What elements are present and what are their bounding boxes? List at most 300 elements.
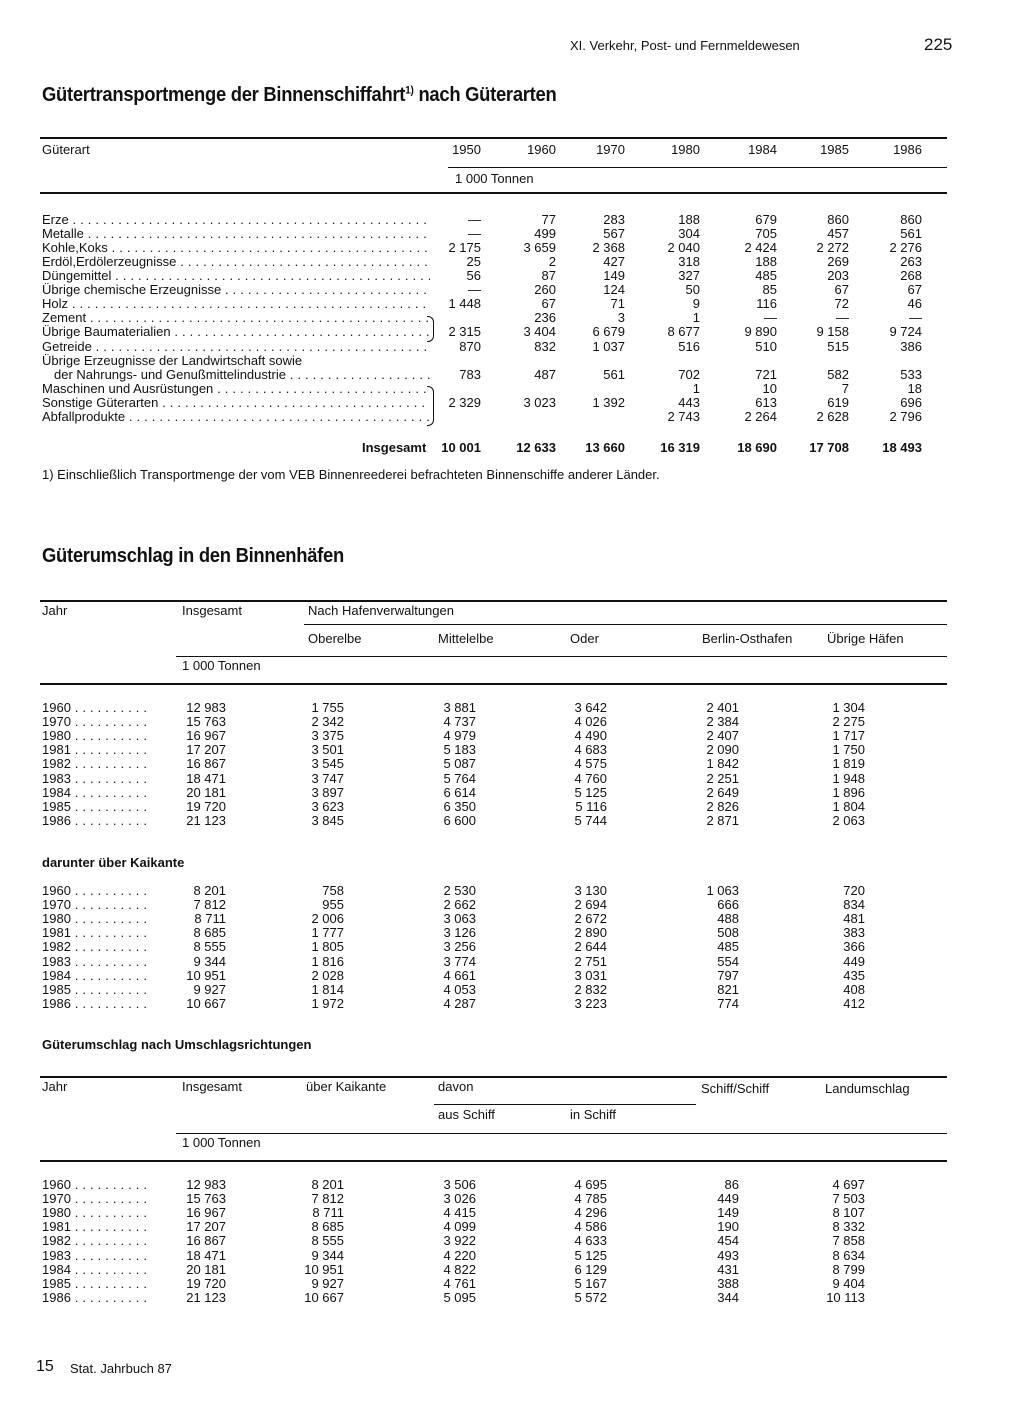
table1-cell: 696	[900, 395, 922, 410]
table2-sub-row-cell: 2 530	[443, 883, 476, 898]
table3-row-cell: 344	[717, 1289, 739, 1305]
table2-sub-row-cell: 3 063	[443, 911, 476, 927]
table1-cell: 260	[534, 282, 556, 297]
table1-cell: 10	[762, 381, 777, 396]
table1-cell: 2 743	[667, 409, 700, 424]
table1-cell: 236	[534, 310, 556, 325]
table2-row-cell: 5 125	[574, 784, 607, 800]
table2-sub-row-cell: 774	[717, 995, 739, 1011]
page-number: 225	[924, 35, 953, 54]
table2-row-year: 1982 . . .	[42, 757, 150, 771]
table3-row-cell: 4 761	[443, 1275, 476, 1291]
table3-row-cell: 5 125	[574, 1247, 607, 1263]
table3-row-cell: 20 181	[186, 1261, 226, 1277]
table2-sub-row-cell: 1 063	[706, 883, 739, 898]
table1-year-header: 1984	[748, 142, 777, 157]
table2-subcol-header: Übrige Häfen	[827, 631, 904, 646]
table2-row-cell: 3 545	[311, 756, 344, 772]
table1-header-bottom-rule	[40, 192, 947, 194]
table1-cell: 318	[678, 254, 700, 269]
table1-cell: 7	[841, 381, 849, 396]
table2-row-cell: 1 819	[832, 756, 865, 772]
table1-cell: —	[909, 310, 922, 325]
table1-title-footnote-mark: 1)	[405, 84, 414, 97]
table3-row-cell: 190	[717, 1219, 739, 1235]
table2-row-cell: 20 181	[186, 784, 226, 800]
table1-cell: 56	[466, 268, 481, 283]
table2-sub-row-cell: 8 555	[193, 939, 226, 955]
table2-row-cell: 2 826	[706, 798, 739, 814]
table2-row-cell: 15 763	[186, 714, 226, 730]
table3-row-cell: 5 167	[574, 1275, 607, 1291]
table2-sub-row-cell: 2 694	[574, 897, 607, 913]
table1-year-rule	[448, 167, 947, 168]
table3-row-cell: 4 633	[574, 1233, 607, 1249]
table1-cell: 3 404	[523, 324, 556, 339]
table2-sub-row-cell: 821	[717, 981, 739, 997]
table3-row-cell: 431	[717, 1261, 739, 1277]
table2-row-cell: 2 275	[832, 714, 865, 730]
table1-cell: 515	[827, 339, 849, 354]
table1-cell: 327	[678, 268, 700, 283]
table1-cell: 1	[692, 381, 700, 396]
table2-row-cell: 5 087	[443, 756, 476, 772]
table3-unit: 1 000 Tonnen	[182, 1135, 261, 1150]
table3-row-cell: 9 344	[311, 1247, 344, 1263]
table2-sub-row-year: 1983 . . .	[42, 955, 150, 969]
table1-cell: 188	[678, 212, 700, 227]
table1-cell: 1 392	[592, 395, 625, 410]
table2-sub-row-cell: 2 751	[574, 953, 607, 969]
table2-sub-row-cell: 3 130	[574, 883, 607, 898]
table1-cell: 2 264	[744, 409, 777, 424]
table1-row-label: Erze . . .	[42, 213, 430, 227]
table3-row-cell: 18 471	[186, 1247, 226, 1263]
table1-total-cell: 18 493	[882, 440, 922, 455]
table2-row-cell: 2 063	[832, 812, 865, 828]
table1-cell: 561	[603, 367, 625, 382]
table2-row-cell: 16 867	[186, 756, 226, 772]
table1-title	[42, 84, 556, 107]
table3-row-cell: 4 220	[443, 1247, 476, 1263]
table2-row-cell: 12 983	[186, 700, 226, 715]
table2-sub-row-cell: 9 344	[193, 953, 226, 969]
table2-sub-row-cell: 3 774	[443, 953, 476, 969]
table1-cell: 561	[900, 226, 922, 241]
table1-cell: 85	[762, 282, 777, 297]
table2-sub-row-cell: 2 832	[574, 981, 607, 997]
table3-row-cell: 9 404	[832, 1275, 865, 1291]
table1-brace-1	[427, 316, 434, 342]
table1-row-label: Übrige chemische Erzeugnisse . . .	[42, 283, 430, 297]
table3-row-cell: 4 586	[574, 1219, 607, 1235]
table3-row-year: 1983 . . .	[42, 1249, 150, 1263]
table2-row-cell: 5 116	[575, 798, 607, 814]
table2-sub-row-cell: 4 287	[443, 995, 476, 1011]
table1-cell: 2	[548, 254, 556, 269]
table1-row-label: Sonstige Güterarten . . .	[42, 396, 430, 410]
table1-cell: 679	[755, 212, 777, 227]
table2-sub-row-year: 1986 . . .	[42, 997, 150, 1011]
table2-row-cell: 1 717	[832, 728, 865, 744]
table2-row-cell: 4 979	[443, 728, 476, 744]
table3-row-cell: 16 867	[186, 1233, 226, 1249]
table3-row-cell: 15 763	[186, 1191, 226, 1207]
table1-cell: 116	[756, 296, 777, 311]
table1-cell: 18	[907, 381, 922, 396]
table1-cell: 304	[678, 226, 700, 241]
table1-cell: 567	[603, 226, 625, 241]
table3-row-cell: 10 951	[304, 1261, 344, 1277]
table1-cell: 721	[755, 367, 777, 382]
table2-header-bottom-rule	[40, 683, 947, 685]
table1-cell: 783	[459, 367, 481, 382]
table2-row-cell: 3 881	[443, 700, 476, 715]
table2-sub-row-cell: 485	[717, 939, 739, 955]
table3-row-cell: 12 983	[186, 1177, 226, 1192]
table2-sub-row-cell: 2 672	[574, 911, 607, 927]
table2-row-cell: 5 183	[443, 742, 476, 758]
table1-total-cell: 13 660	[585, 440, 625, 455]
table2-row-year: 1960 . . .	[42, 701, 150, 715]
table1-cell: 1	[692, 310, 700, 325]
table1-cell: 188	[755, 254, 777, 269]
table1-year-header: 1980	[671, 142, 700, 157]
table1-cell: 485	[755, 268, 777, 283]
table2-subcol-header: Berlin-Osthafen	[702, 631, 793, 646]
table1-cell: 71	[610, 296, 625, 311]
table2-sub-row-cell: 435	[843, 967, 865, 983]
table1-cell: 8 677	[667, 324, 700, 339]
table3-row-cell: 4 695	[574, 1177, 607, 1192]
table1-footnote: 1) Einschließlich Transportmenge der vom VEB Binnenreederei befrachteten Binnenschiffe anderer Länder.	[42, 467, 660, 482]
table2-sub-row-cell: 408	[843, 981, 865, 997]
table1-cell: 3 023	[523, 395, 556, 410]
table3-row-cell: 17 207	[186, 1219, 226, 1235]
table3-row-cell: 4 785	[574, 1191, 607, 1207]
table1-total-cell: 16 319	[660, 440, 700, 455]
table2-sub-row-cell: 10 667	[186, 995, 226, 1011]
table2-sub-row-year: 1980 . . .	[42, 912, 150, 926]
table3-davon-rule	[434, 1104, 696, 1105]
chapter-header: XI. Verkehr, Post- und Fernmeldewesen	[570, 38, 800, 53]
table1-cell: 203	[827, 268, 849, 283]
table3-row-cell: 4 822	[443, 1261, 476, 1277]
table1-cell: 46	[907, 296, 922, 311]
table1-year-header: 1960	[527, 142, 556, 157]
table1-unit: 1 000 Tonnen	[455, 171, 534, 186]
table2-row-cell: 2 401	[706, 700, 739, 715]
table1-cell: 1 448	[448, 296, 481, 311]
table2-row-cell: 3 747	[311, 770, 344, 786]
table2-sub-row-year: 1982 . . .	[42, 940, 150, 954]
table1-row-label: Übrige Erzeugnisse der Landwirtschaft sowie	[42, 354, 303, 368]
table2-sub-row-cell: 1 972	[311, 995, 344, 1011]
table2-sub-row-cell: 508	[717, 925, 739, 941]
table1-cell: 386	[900, 339, 922, 354]
table1-cell: —	[836, 310, 849, 325]
table2-sub-row-cell: 1 805	[311, 939, 344, 955]
table2-subtitle: darunter über Kaikante	[42, 855, 185, 870]
table2-sub-row-year: 1985 . . .	[42, 983, 150, 997]
table1-cell: 499	[534, 226, 556, 241]
table1-cell: 6 679	[592, 324, 625, 339]
table2-row-cell: 1 948	[832, 770, 865, 786]
table2-sub-row-cell: 488	[717, 911, 739, 927]
table2-row-cell: 1 304	[832, 700, 865, 715]
table3-row-cell: 8 107	[832, 1205, 865, 1221]
table1-cell: 3 659	[523, 240, 556, 255]
table1-cell: 832	[534, 339, 556, 354]
table2-subcol-header: Mittelelbe	[438, 631, 494, 646]
table3-row-cell: 6 129	[574, 1261, 607, 1277]
table2-sub-row-cell: 8 685	[193, 925, 226, 941]
table1-cell: 72	[834, 296, 849, 311]
table2-sub-row-cell: 9 927	[193, 981, 226, 997]
table1-total-label: Insgesamt	[362, 440, 427, 455]
table2-row-cell: 18 471	[186, 770, 226, 786]
table2-row-cell: 4 737	[443, 714, 476, 730]
table3-row-cell: 21 123	[186, 1289, 226, 1305]
table2-sub-row-cell: 10 951	[186, 967, 226, 983]
table1-cell: 149	[603, 268, 625, 283]
table2-sub-row-cell: 1 777	[311, 925, 344, 941]
table1-title-text: Gütertransportmenge der Binnenschiffahrt	[42, 84, 406, 106]
table3-row-year: 1982 . . .	[42, 1234, 150, 1248]
table3-row-cell: 3 922	[443, 1233, 476, 1249]
table1-cell: 533	[900, 367, 922, 382]
table1-brace-2	[427, 386, 434, 426]
table2-row-cell: 3 623	[311, 798, 344, 814]
table3-row-cell: 5 572	[574, 1289, 607, 1305]
table1-cell: 702	[678, 367, 700, 382]
table1-row-label: der Nahrungs- und Genußmittelindustrie . . .	[54, 368, 430, 382]
table2-subcol-header: Oder	[570, 631, 599, 646]
table3-row-cell: 8 201	[311, 1177, 344, 1192]
table2-row-cell: 2 342	[311, 714, 344, 730]
table1-row-label: Abfallprodukte . . .	[42, 410, 430, 424]
table1-cell: 263	[900, 254, 922, 269]
table3-row-cell: 4 099	[443, 1219, 476, 1235]
table1-cell: 2 272	[816, 240, 849, 255]
table2-row-cell: 6 614	[443, 784, 476, 800]
table2-sub-row-cell: 8 201	[193, 883, 226, 898]
table2-sub-row-cell: 2 890	[574, 925, 607, 941]
table1-cell: 2 329	[448, 395, 481, 410]
table2-subcol-rule	[176, 656, 947, 657]
table2-row-year: 1981 . . .	[42, 743, 150, 757]
table1-cell: 268	[900, 268, 922, 283]
table2-sub-row-year: 1981 . . .	[42, 926, 150, 940]
table2-sub-row-cell: 7 812	[193, 897, 226, 913]
table1-year-header: 1970	[596, 142, 625, 157]
table3-row-cell: 10 113	[826, 1289, 865, 1305]
table3-col-kai: über Kaikante	[306, 1079, 387, 1094]
table3-top-rule	[40, 1076, 947, 1078]
table1-cell: 2 424	[744, 240, 777, 255]
table3-row-cell: 4 296	[574, 1205, 607, 1221]
table2-row-cell: 21 123	[186, 812, 226, 828]
table3-row-cell: 454	[717, 1233, 739, 1249]
table3-row-cell: 10 667	[304, 1289, 344, 1305]
table2-row-year: 1970 . . .	[42, 715, 150, 729]
table2-row-cell: 1 755	[311, 700, 344, 715]
table2-col-group: Nach Hafenverwaltungen	[308, 603, 454, 618]
table2-row-year: 1984 . . .	[42, 786, 150, 800]
table1-cell: 9 158	[816, 324, 849, 339]
table3-col-aus: aus Schiff	[438, 1107, 495, 1122]
table2-row-cell: 1 842	[706, 756, 739, 772]
table1-cell: 2 628	[816, 409, 849, 424]
table2-row-cell: 2 407	[706, 728, 739, 744]
table2-row-cell: 4 575	[574, 756, 607, 772]
table3-row-cell: 7 812	[311, 1191, 344, 1207]
footer-source: Stat. Jahrbuch 87	[70, 1361, 172, 1376]
table2-top-rule	[40, 600, 947, 602]
table1-cell: 619	[827, 395, 849, 410]
table3-row-cell: 5 095	[443, 1289, 476, 1305]
table1-cell: 67	[541, 296, 556, 311]
table2-sub-row-cell: 4 053	[443, 981, 476, 997]
table1-cell: 25	[466, 254, 481, 269]
table1-cell: 427	[603, 254, 625, 269]
table1-row-label: Holz . . .	[42, 297, 430, 311]
table1-row-label: Getreide . . .	[42, 340, 430, 354]
table2-sub-row-cell: 4 661	[443, 967, 476, 983]
table1-row-label: Zement . . .	[42, 311, 430, 325]
table2-row-cell: 1 804	[832, 798, 865, 814]
table2-row-cell: 3 501	[311, 742, 344, 758]
table1-year-header: 1950	[452, 142, 481, 157]
table2-sub-row-cell: 834	[843, 897, 865, 913]
table3-row-year: 1985 . . .	[42, 1277, 150, 1291]
table3-row-year: 1981 . . .	[42, 1220, 150, 1234]
table2-row-cell: 3 897	[311, 784, 344, 800]
table1-year-header: 1985	[820, 142, 849, 157]
table2-row-cell: 2 649	[706, 784, 739, 800]
table2-row-year: 1985 . . .	[42, 800, 150, 814]
table1-cell: 870	[459, 339, 481, 354]
table3-col-land: Landumschlag	[825, 1081, 910, 1096]
table3-row-cell: 3 026	[443, 1191, 476, 1207]
table3-title: Güterumschlag nach Umschlagsrichtungen	[42, 1037, 312, 1052]
footer-page: 15	[36, 1358, 54, 1375]
table2-row-year: 1980 . . .	[42, 729, 150, 743]
table2-row-cell: 19 720	[186, 798, 226, 814]
table3-col-total: Insgesamt	[182, 1079, 242, 1094]
table1-total-cell: 18 690	[737, 440, 777, 455]
table2-group-rule	[304, 624, 947, 625]
table2-row-cell: 2 090	[706, 742, 739, 758]
table2-sub-row-cell: 666	[717, 897, 739, 913]
table1-cell: 510	[755, 339, 777, 354]
table2-row-cell: 5 764	[443, 770, 476, 786]
table2-sub-row-cell: 8 711	[194, 911, 226, 927]
table1-cell: 516	[678, 339, 700, 354]
table1-cell: —	[468, 212, 481, 227]
table3-row-cell: 86	[724, 1177, 739, 1192]
table1-cell: 860	[827, 212, 849, 227]
table1-cell: 9 724	[889, 324, 922, 339]
table1-row-label: Erdöl,Erdölerzeugnisse . . .	[42, 255, 430, 269]
table3-row-cell: 9 927	[311, 1275, 344, 1291]
table1-cell: 9 890	[744, 324, 777, 339]
table2-sub-row-cell: 554	[717, 953, 739, 969]
table2-sub-row-cell: 3 126	[443, 925, 476, 941]
table2-sub-row-cell: 2 006	[311, 911, 344, 927]
table3-row-cell: 4 697	[832, 1177, 865, 1192]
table1-cell: 705	[755, 226, 777, 241]
table3-row-cell: 3 506	[443, 1177, 476, 1192]
table2-row-cell: 4 490	[574, 728, 607, 744]
table2-row-cell: 17 207	[186, 742, 226, 758]
table1-stub-header: Güterart	[42, 142, 90, 157]
table2-row-cell: 16 967	[186, 728, 226, 744]
table1-title-rest: nach Güterarten	[413, 84, 557, 106]
table3-col-year: Jahr	[42, 1079, 68, 1094]
table1-cell: 2 315	[448, 324, 481, 339]
table1-total-cell: 10 001	[441, 440, 481, 455]
table2-row-cell: 4 683	[574, 742, 607, 758]
table1-cell: 269	[827, 254, 849, 269]
table2-sub-row-cell: 3 223	[574, 995, 607, 1011]
table1-row-label: Metalle . . .	[42, 227, 430, 241]
table1-total-cell: 17 708	[809, 440, 849, 455]
table2-row-cell: 1 896	[832, 784, 865, 800]
table2-row-cell: 4 026	[574, 714, 607, 730]
table2-sub-row-cell: 481	[843, 911, 865, 927]
table3-col-schiff: Schiff/Schiff	[701, 1081, 770, 1096]
table2-sub-row-cell: 3 031	[574, 967, 607, 983]
table2-sub-row-year: 1970 . . .	[42, 898, 150, 912]
table3-row-cell: 7 858	[832, 1233, 865, 1249]
table3-row-cell: 8 634	[832, 1247, 865, 1263]
table3-row-cell: 8 685	[311, 1219, 344, 1235]
table1-cell: 124	[603, 282, 625, 297]
table2-sub-row-cell: 955	[322, 897, 344, 913]
table2-row-year: 1986 . . .	[42, 814, 150, 828]
table3-row-cell: 8 711	[312, 1205, 344, 1221]
table1-cell: 487	[534, 367, 556, 382]
table2-row-cell: 3 642	[574, 700, 607, 715]
table2-row-cell: 5 744	[574, 812, 607, 828]
table3-col-davon: davon	[438, 1079, 474, 1094]
table1-cell: —	[468, 226, 481, 241]
table3-row-cell: 16 967	[186, 1205, 226, 1221]
table1-cell: 2 040	[667, 240, 700, 255]
table3-row-cell: 149	[717, 1205, 739, 1221]
table3-row-year: 1970 . . .	[42, 1192, 150, 1206]
table2-sub-row-cell: 720	[843, 883, 865, 898]
table3-row-cell: 7 503	[832, 1191, 865, 1207]
table2-row-cell: 2 384	[706, 714, 739, 730]
table2-sub-row-cell: 1 816	[311, 953, 344, 969]
table1-cell: 2 796	[889, 409, 922, 424]
table2-sub-row-year: 1984 . . .	[42, 969, 150, 983]
table3-row-cell: 8 799	[832, 1261, 865, 1277]
table1-cell: 2 368	[592, 240, 625, 255]
table2-row-cell: 1 750	[832, 742, 865, 758]
table2-row-cell: 2 251	[706, 770, 739, 786]
table1-cell: 2 276	[889, 240, 922, 255]
table2-subcol-header: Oberelbe	[308, 631, 362, 646]
table1-cell: 50	[685, 282, 700, 297]
table3-row-cell: 8 555	[311, 1233, 344, 1249]
table2-row-cell: 6 350	[443, 798, 476, 814]
table1-row-label: Übrige Baumaterialien . . .	[42, 325, 430, 339]
table2-row-year: 1983 . . .	[42, 772, 150, 786]
table2-sub-row-cell: 412	[843, 995, 865, 1011]
